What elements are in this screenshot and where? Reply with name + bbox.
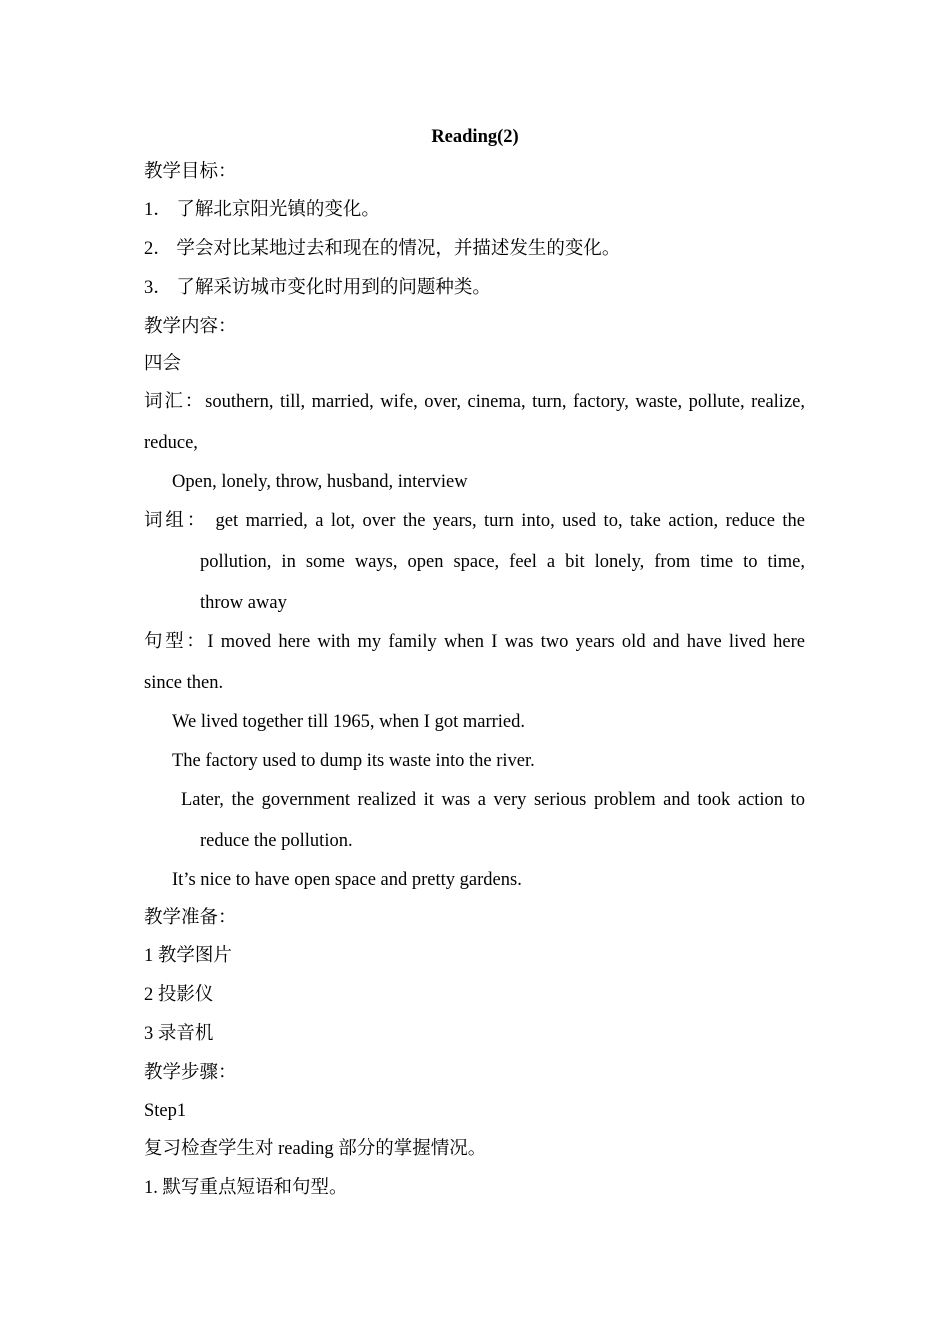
prep-item: 2 投影仪	[144, 985, 214, 1005]
prep-heading: 教学准备：	[144, 908, 237, 928]
objectives-heading: 教学目标：	[144, 162, 237, 182]
sentence-line: since then.	[144, 673, 224, 693]
content-heading: 教学内容：	[144, 317, 237, 337]
prep-item: 3 录音机	[144, 1024, 214, 1044]
sentence-line: reduce the pollution.	[200, 831, 353, 851]
steps-heading: 教学步骤：	[144, 1063, 237, 1083]
phrases-line: 词组： get married, a lot, over the years, turn into, used to, take action, reduce the	[144, 511, 805, 531]
objective-item: 2． 学会对比某地过去和现在的情况，并描述发生的变化。	[144, 239, 621, 259]
vocab-line: reduce,	[144, 433, 198, 453]
sentence-line: 句型：I moved here with my family when I was two years old and have lived here	[144, 632, 805, 652]
sentence-line: We lived together till 1965, when I got married.	[172, 712, 525, 732]
sentence-line: Later, the government realized it was a very serious problem and took action to	[181, 790, 805, 810]
prep-item: 1 教学图片	[144, 946, 232, 966]
document-title: Reading(2)	[431, 127, 519, 147]
phrases-line: throw away	[200, 593, 287, 613]
objective-item: 3． 了解采访城市变化时用到的问题种类。	[144, 278, 491, 298]
four-skills-label: 四会	[144, 354, 182, 374]
step-description: 复习检查学生对 reading 部分的掌握情况。	[144, 1139, 487, 1159]
vocab-line: 词汇：southern, till, married, wife, over, cinema, turn, factory, waste, pollute, realize,	[144, 392, 805, 412]
vocab-line: Open, lonely, throw, husband, interview	[172, 472, 468, 492]
sentence-line: The factory used to dump its waste into the river.	[172, 751, 535, 771]
sentence-line: It’s nice to have open space and pretty gardens.	[172, 870, 522, 890]
objective-item: 1． 了解北京阳光镇的变化。	[144, 200, 380, 220]
step-label: Step1	[144, 1101, 187, 1121]
step-item: 1. 默写重点短语和句型。	[144, 1178, 348, 1198]
phrases-line: pollution, in some ways, open space, feel a bit lonely, from time to time,	[200, 552, 805, 572]
